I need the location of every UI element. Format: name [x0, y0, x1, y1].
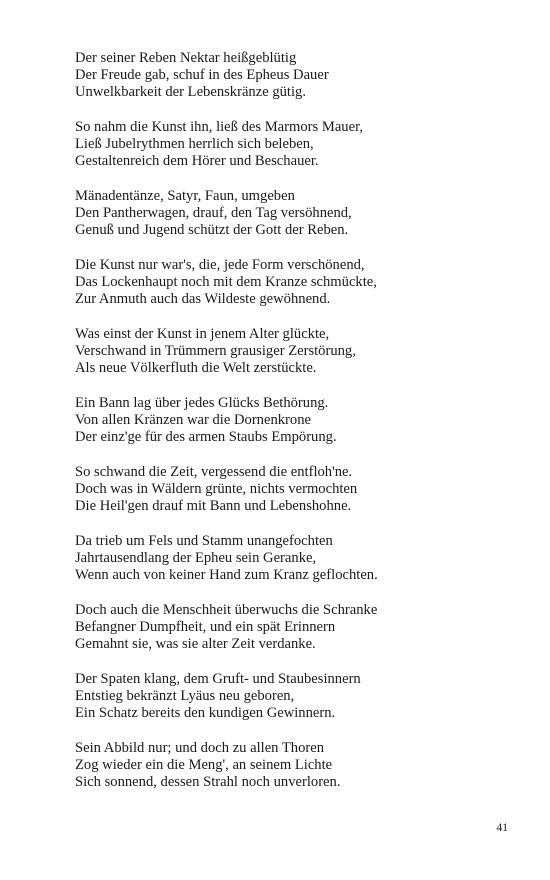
poem-line: Da trieb um Fels und Stamm unangefochten: [75, 533, 333, 549]
page-number: 41: [496, 822, 508, 834]
poem-line: Unwelkbarkeit der Lebenskränze gütig.: [75, 84, 306, 100]
poem-line: Befangner Dumpfheit, und ein spät Erinnern: [75, 619, 336, 635]
stanza: [75, 533, 515, 584]
poem-line: So nahm die Kunst ihn, ließ des Marmors Mauer,: [75, 119, 364, 135]
poem-line: Der Spaten klang, dem Gruft- und Staubesinnern: [75, 671, 361, 687]
poem-line: Sich sonnend, dessen Strahl noch unverloren.: [75, 774, 341, 790]
poem-line: Die Heil'gen drauf mit Bann und Lebenshohne.: [75, 498, 352, 514]
poem-line: Von allen Kränzen war die Dornenkrone: [75, 412, 311, 428]
poem-line: Verschwand in Trümmern grausiger Zerstörung,: [75, 343, 356, 359]
poem-line: Der Freude gab, schuf in des Epheus Dauer: [75, 67, 329, 83]
poem-line: Sein Abbild nur; und doch zu allen Thoren: [75, 740, 324, 756]
stanza: [75, 671, 515, 722]
poem-line: Wenn auch von keiner Hand zum Kranz geflochten.: [75, 567, 378, 583]
stanza: [75, 119, 515, 170]
poem-line: Der einz'ge für des armen Staubs Empörung.: [75, 429, 337, 445]
stanza: [75, 326, 515, 377]
poem-line: Doch was in Wäldern grünte, nichts vermochten: [75, 481, 358, 497]
stanza: [75, 50, 515, 101]
poem-line: So schwand die Zeit, vergessend die entfloh'ne.: [75, 464, 353, 480]
poem-line: Ließ Jubelrythmen herrlich sich beleben,: [75, 136, 314, 152]
poem-line: Als neue Völkerfluth die Welt zerstückte.: [75, 360, 317, 376]
poem-line: Der seiner Reben Nektar heißgeblütig: [75, 50, 297, 66]
poem-line: Zog wieder ein die Meng', an seinem Lichte: [75, 757, 333, 773]
poem-line: Gestaltenreich dem Hörer und Beschauer.: [75, 153, 319, 169]
poem-line: Was einst der Kunst in jenem Alter glückte,: [75, 326, 330, 342]
poem-line: Genuß und Jugend schützt der Gott der Reben.: [75, 222, 349, 238]
stanza: [75, 257, 515, 308]
poem-text: [75, 50, 515, 809]
poem-line: Mänadentänze, Satyr, Faun, umgeben: [75, 188, 295, 204]
poem-line: Jahrtausendlang der Epheu sein Geranke,: [75, 550, 317, 566]
poem-line: Den Pantherwagen, drauf, den Tag versöhnend,: [75, 205, 352, 221]
poem-line: Ein Bann lag über jedes Glücks Bethörung.: [75, 395, 329, 411]
stanza: [75, 602, 515, 653]
poem-line: Doch auch die Menschheit überwuchs die Schranke: [75, 602, 378, 618]
stanza: [75, 395, 515, 446]
poem-line: Das Lockenhaupt noch mit dem Kranze schmückte,: [75, 274, 377, 290]
poem-line: Ein Schatz bereits den kundigen Gewinnern.: [75, 705, 336, 721]
poem-line: Zur Anmuth auch das Wildeste gewöhnend.: [75, 291, 331, 307]
stanza: [75, 740, 515, 791]
stanza: [75, 188, 515, 239]
stanza: [75, 464, 515, 515]
poem-line: Gemahnt sie, was sie alter Zeit verdanke.: [75, 636, 316, 652]
poem-line: Entstieg bekränzt Lyäus neu geboren,: [75, 688, 295, 704]
poem-line: Die Kunst nur war's, die, jede Form verschönend,: [75, 257, 365, 273]
